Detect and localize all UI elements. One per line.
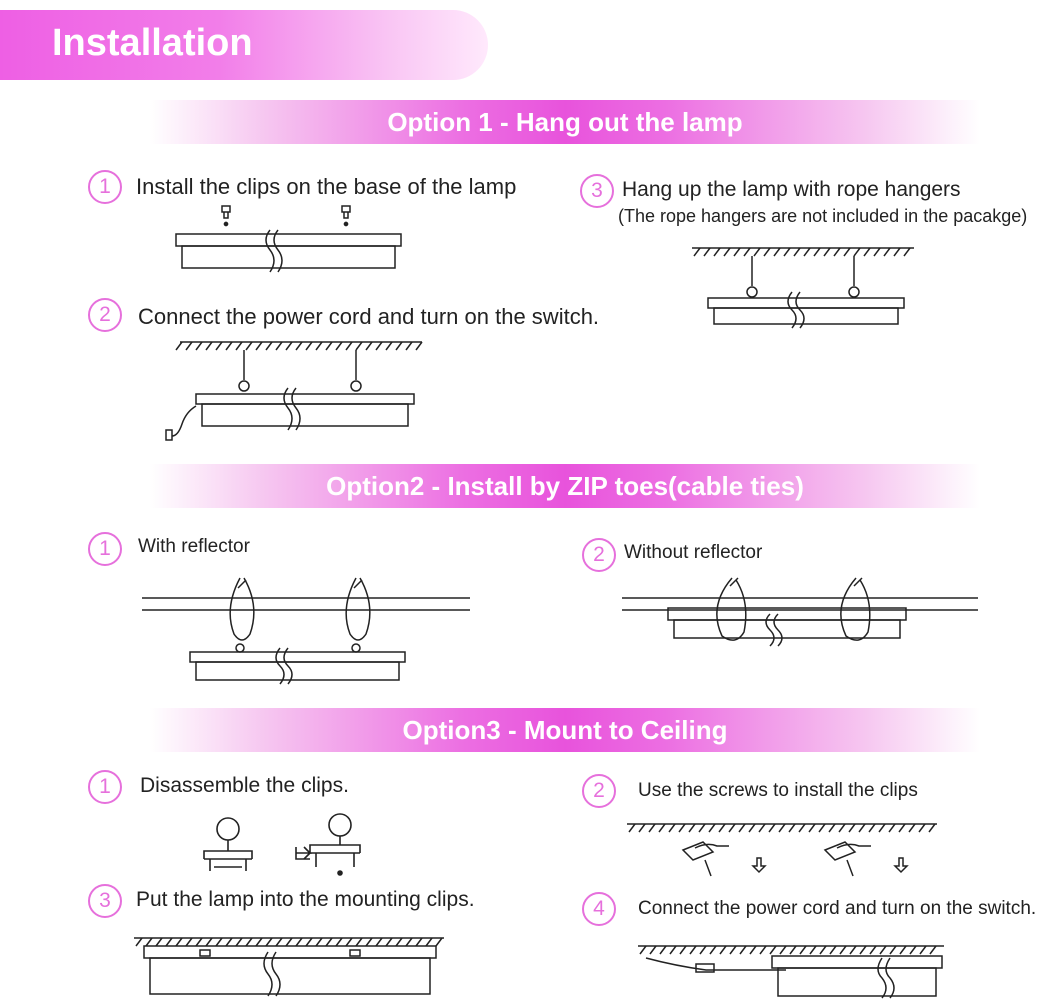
option3-step4-text: Connect the power cord and turn on the switch. bbox=[638, 898, 1037, 919]
option2-banner bbox=[150, 464, 980, 508]
option1-banner bbox=[150, 100, 980, 144]
step-number-badge: 2 bbox=[88, 298, 122, 332]
disassemble-clips-illustration bbox=[190, 815, 380, 885]
rope-hanger-lamp-illustration bbox=[690, 242, 920, 332]
option3-step3-text: Put the lamp into the mounting clips. bbox=[136, 888, 475, 911]
step-number-badge: 3 bbox=[88, 884, 122, 918]
option2-heading: Option2 - Install by ZIP toes(cable ties) bbox=[326, 471, 804, 501]
screw-clips-to-ceiling-illustration bbox=[625, 818, 945, 886]
option3-heading: Option3 - Mount to Ceiling bbox=[402, 715, 728, 745]
option1-step3-note: (The rope hangers are not included in the pacakge) bbox=[618, 206, 1028, 226]
lamp-with-clips-illustration bbox=[170, 200, 410, 280]
step-number-badge: 1 bbox=[88, 170, 122, 204]
step-number-badge: 2 bbox=[582, 538, 616, 572]
step-number-badge: 2 bbox=[582, 774, 616, 808]
step-number-badge: 3 bbox=[580, 174, 614, 208]
step-number-badge: 1 bbox=[88, 770, 122, 804]
option3-step1-text: Disassemble the clips. bbox=[140, 774, 349, 797]
option1-step3-text: Hang up the lamp with rope hangers bbox=[622, 178, 961, 201]
lamp-ceiling-with-cord-illustration bbox=[632, 940, 952, 1000]
step-number-badge: 4 bbox=[582, 892, 616, 926]
step-number-badge: 1 bbox=[88, 532, 122, 566]
lamp-in-mounting-clips-illustration bbox=[130, 932, 450, 1000]
option3-step2-text: Use the screws to install the clips bbox=[638, 780, 918, 801]
option2-step1-text: With reflector bbox=[138, 536, 250, 557]
option1-step1-text: Install the clips on the base of the lamp bbox=[136, 174, 517, 199]
option1-heading: Option 1 - Hang out the lamp bbox=[387, 107, 743, 137]
page-title: Installation bbox=[52, 22, 253, 64]
option1-step2-text: Connect the power cord and turn on the switch. bbox=[138, 304, 600, 329]
hanging-lamp-with-cord-illustration bbox=[160, 336, 430, 451]
zip-tie-without-reflector-illustration bbox=[620, 572, 985, 652]
option2-step2-text: Without reflector bbox=[624, 542, 763, 563]
option3-banner bbox=[150, 708, 980, 752]
zip-tie-with-reflector-illustration bbox=[140, 572, 475, 687]
